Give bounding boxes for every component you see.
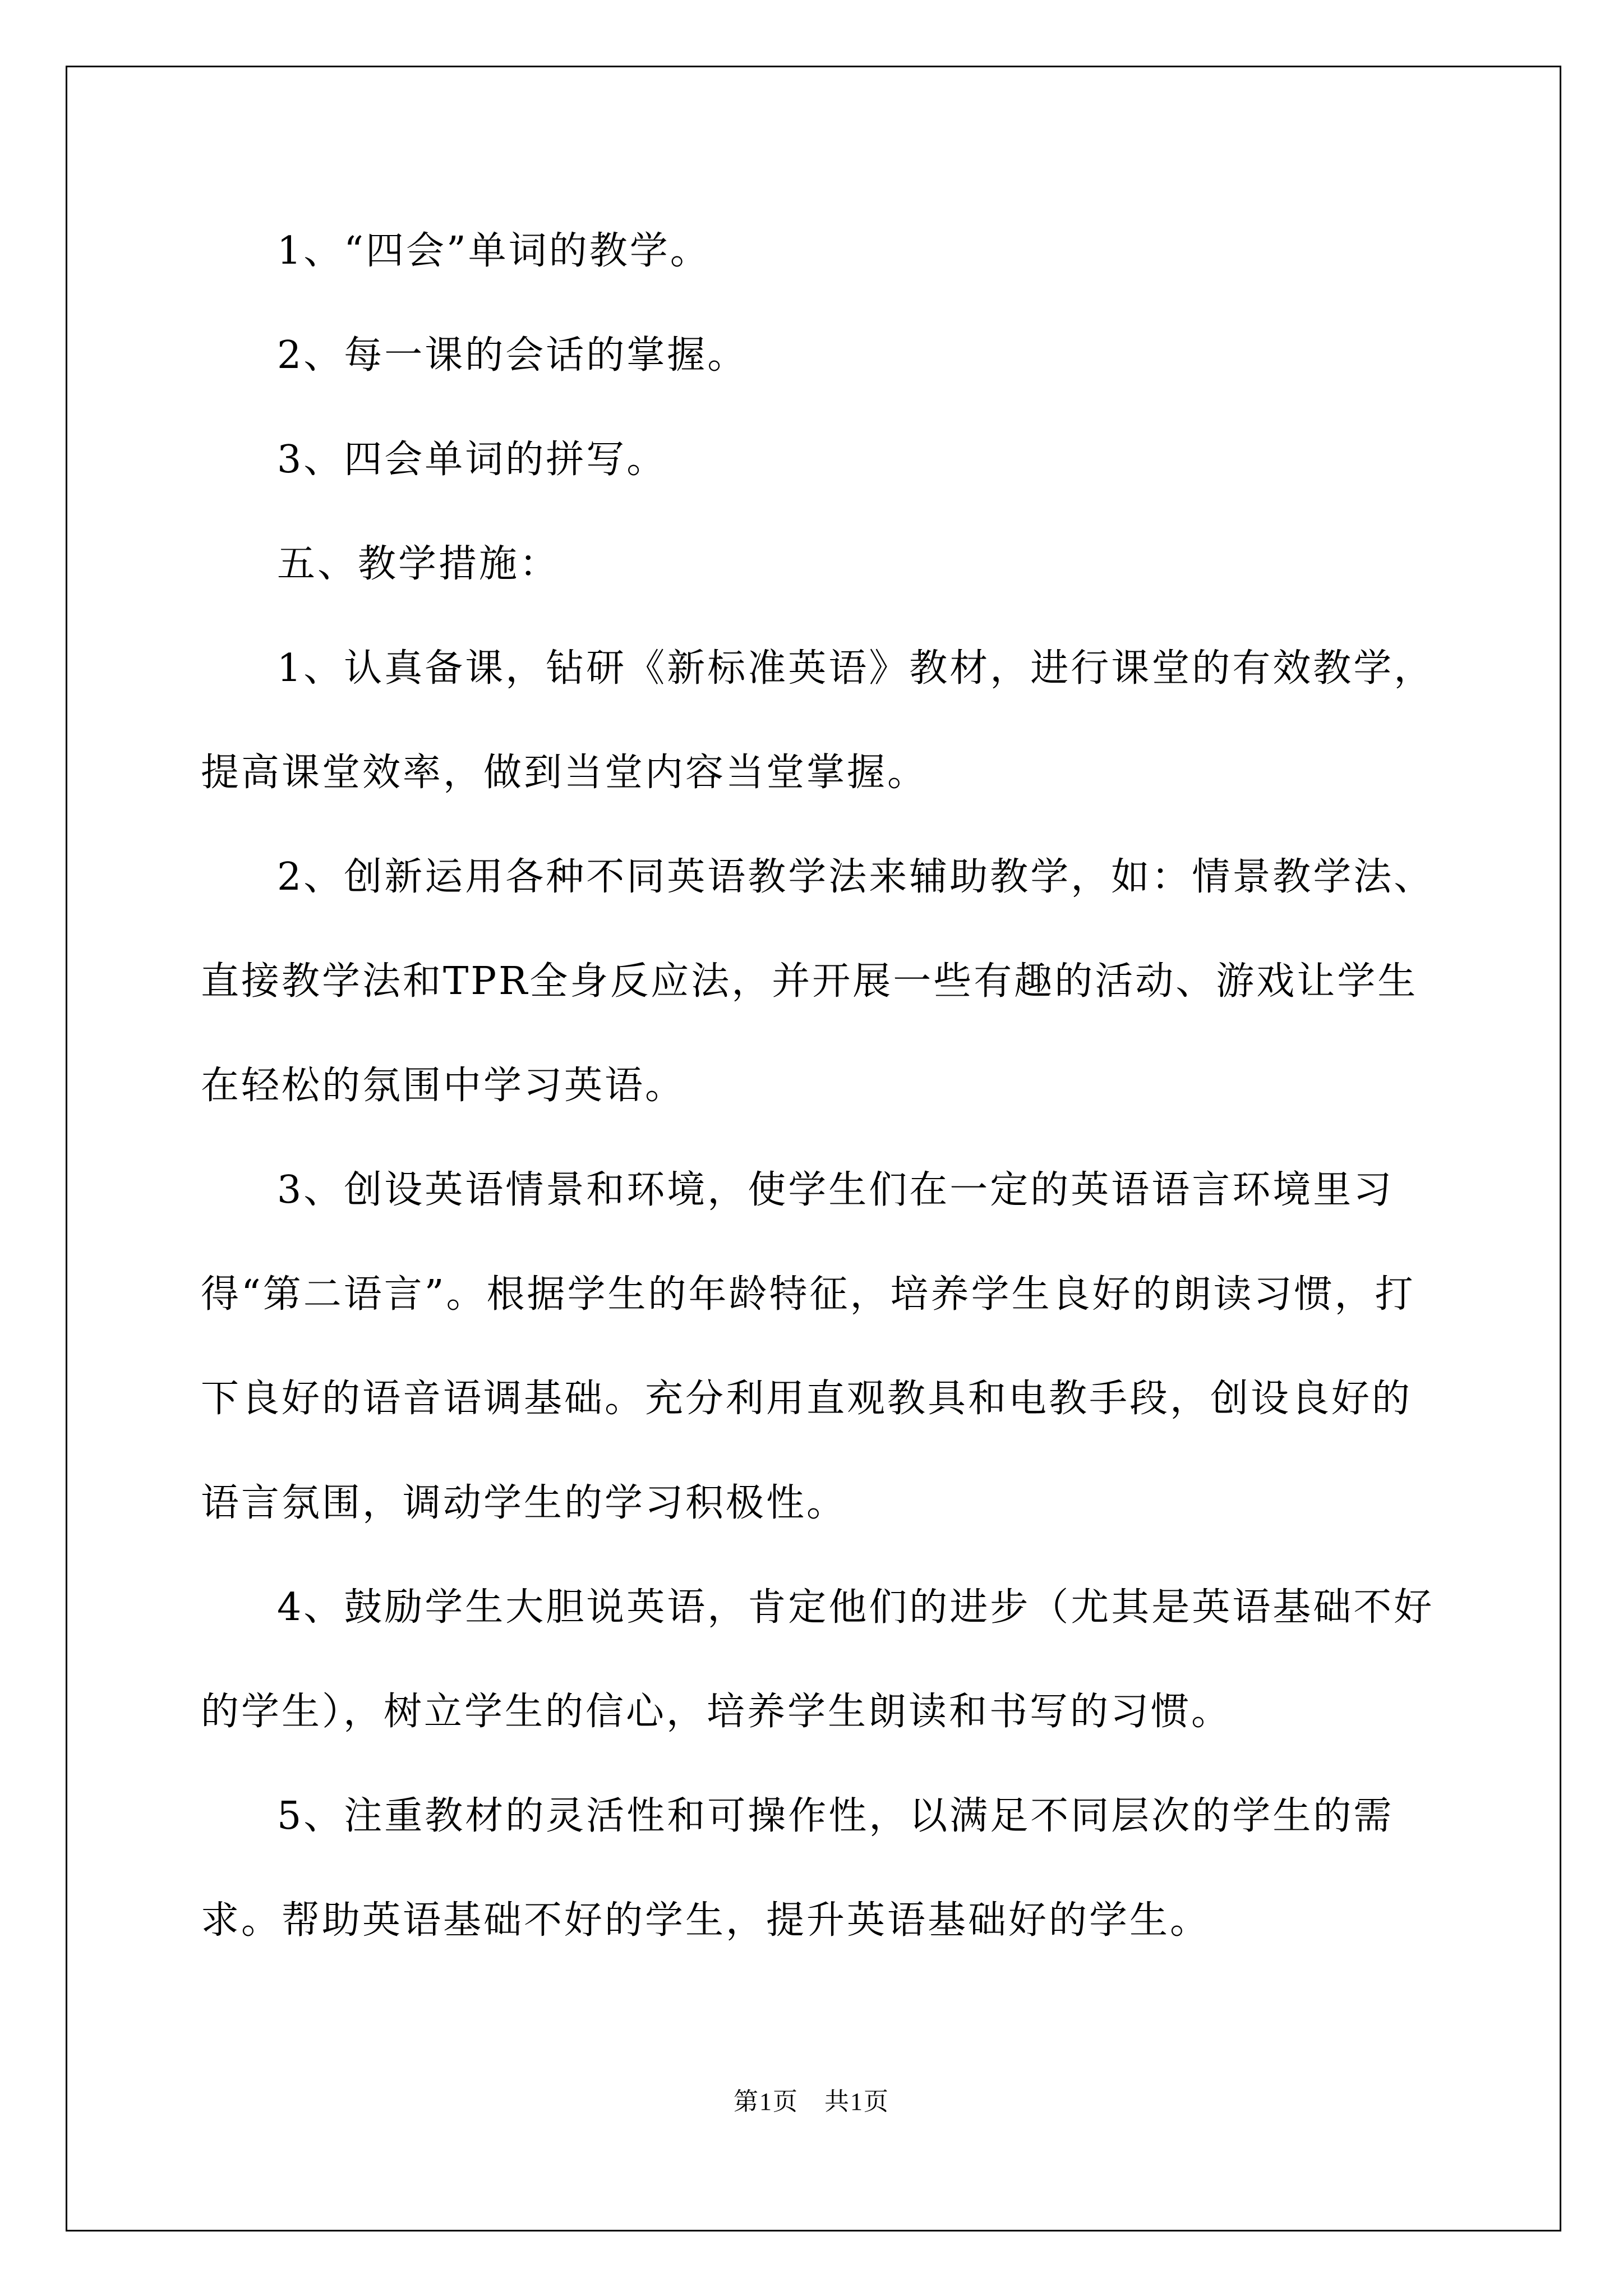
section-heading: 五、教学措施：: [277, 542, 560, 586]
paragraph-2: 2、每一课的会话的掌握。: [277, 333, 748, 378]
paragraph-measure-2: 2、创新运用各种不同英语教学法来辅助教学，如：情景教学法、直接教学法和TPR全身反应法，并开展一些有趣的活动、游戏让学生在轻松的氛围中学习英语。: [201, 855, 1435, 1108]
paragraph-1: 1、“四会”单词的教学。: [277, 229, 711, 273]
paragraph-measure-1: 1、认真备课，钻研《新标准英语》教材，进行课堂的有效教学，提高课堂效率，做到当堂内容当堂掌握。: [201, 646, 1435, 795]
page-footer: 第1页 共1页: [734, 2088, 889, 2115]
paragraph-measure-5: 5、注重教材的灵活性和可操作性，以满足不同层次的学生的需求。帮助英语基础不好的学生，提升英语基础好的学生。: [201, 1794, 1394, 1943]
paragraph-3: 3、四会单词的拼写。: [277, 438, 667, 482]
paragraph-measure-3: 3、创设英语情景和环境，使学生们在一定的英语语言环境里习得“第二语言”。根据学生的年龄特征，培养学生良好的朗读习惯，打下良好的语音语调基础。充分利用直观教具和电教手段，创设良好的语言氛围，调动学生的学习积极性。: [201, 1168, 1415, 1525]
paragraph-measure-4: 4、鼓励学生大胆说英语，肯定他们的进步（尤其是英语基础不好的学生），树立学生的信心，培养学生朗读和书写的习惯。: [201, 1585, 1435, 1734]
